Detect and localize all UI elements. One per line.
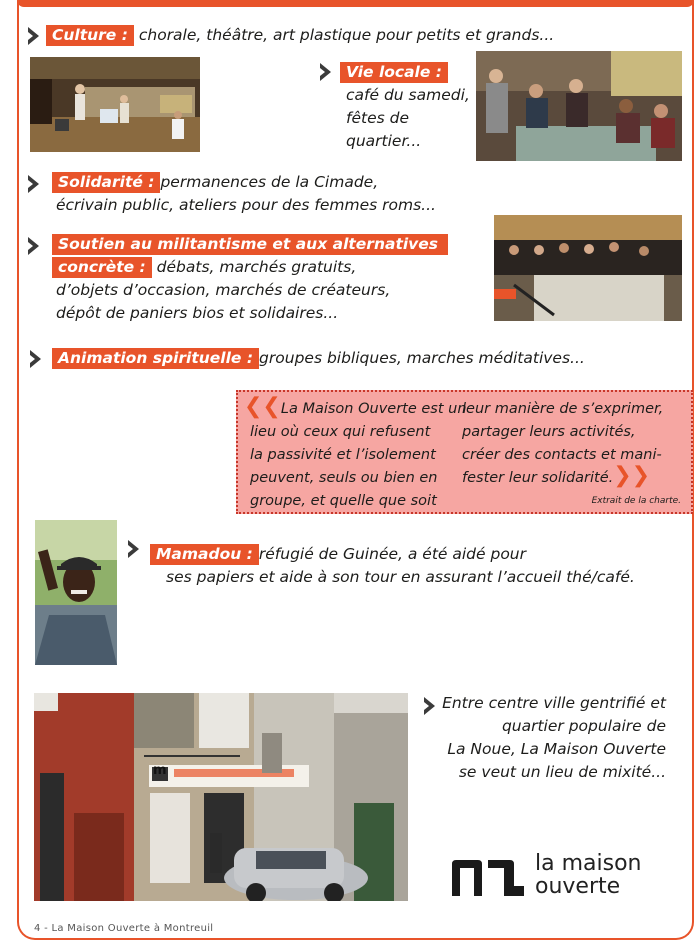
closing-line2: quartier populaire de	[501, 717, 666, 735]
closing-line3: La Noue, La Maison Ouverte	[447, 740, 666, 758]
cafe-photo	[476, 51, 682, 161]
arrow-icon	[28, 175, 39, 193]
arrow-icon	[28, 237, 39, 255]
soutien-line3: dépôt de paniers bios et solidaires...	[56, 304, 339, 322]
vie-locale-line2: fêtes de	[346, 109, 409, 127]
vie-locale-line3: quartier...	[346, 132, 422, 150]
debate-photo	[494, 215, 682, 321]
quote-line: groupe, et quelle que soit	[250, 493, 437, 509]
animation-text: groupes bibliques, marches méditatives...	[259, 349, 585, 367]
mamadou-tag: Mamadou :	[150, 544, 259, 565]
mamadou-line2: ses papiers et aide à son tour en assurant l’accueil thé/café.	[166, 568, 635, 586]
closing-line4: se veut un lieu de mixité...	[458, 763, 666, 781]
animation-line	[52, 347, 585, 370]
quote-line: peuvent, seuls ou bien en	[250, 470, 438, 486]
arrow-icon	[30, 350, 41, 368]
maison-ouverte-logo-icon	[448, 858, 528, 898]
closing-block	[420, 692, 666, 784]
theatre-photo	[30, 57, 200, 152]
quote-line: la passivité et l’isolement	[250, 447, 436, 463]
closing-line1: Entre centre ville gentrifié et	[442, 694, 666, 712]
vie-locale-block	[340, 61, 470, 153]
culture-line	[46, 24, 554, 47]
quote-line: créer des contacts et mani-	[462, 447, 662, 463]
quote-line: fester leur solidarité.	[462, 470, 614, 486]
soutien-tag-line1: Soutien au militantisme et aux alternatives	[52, 234, 448, 255]
soutien-block	[52, 233, 482, 325]
shop-banner-letter: m	[153, 763, 167, 778]
solidarite-block	[52, 171, 436, 217]
vie-locale-line1: café du samedi,	[346, 86, 470, 104]
arrow-icon	[320, 63, 331, 81]
animation-tag: Animation spirituelle :	[52, 348, 259, 369]
charter-quote-box	[236, 390, 693, 514]
soutien-line1: débats, marchés gratuits,	[156, 258, 357, 276]
culture-tag: Culture :	[46, 25, 134, 46]
open-quote-icon: ❮❮	[244, 394, 281, 419]
vie-locale-tag: Vie locale :	[340, 62, 448, 83]
street-photo	[34, 693, 408, 901]
quote-column-1	[244, 394, 467, 513]
quote-column-2	[462, 398, 690, 490]
mamadou-block	[150, 543, 635, 589]
solidarite-line1: permanences de la Cimade,	[160, 173, 379, 191]
page-footer: 4 - La Maison Ouverte à Montreuil	[34, 923, 214, 934]
arrow-icon	[28, 27, 39, 45]
solidarite-tag: Solidarité :	[52, 172, 160, 193]
culture-text: chorale, théâtre, art plastique pour petits et grands...	[138, 26, 555, 44]
logo-line1: la maison	[535, 851, 642, 876]
close-quote-icon: ❯❯	[613, 463, 651, 488]
quote-line: La Maison Ouverte est un	[280, 401, 467, 417]
arrow-icon	[128, 540, 139, 558]
solidarite-line2: écrivain public, ateliers pour des femmes roms...	[56, 196, 436, 214]
quote-source: Extrait de la charte.	[591, 496, 681, 506]
mamadou-line1: réfugié de Guinée, a été aidé pour	[258, 545, 526, 563]
logo-line2: ouverte	[535, 874, 621, 899]
soutien-line2: d’objets d’occasion, marchés de créateurs,	[56, 281, 391, 299]
logo-text	[535, 852, 641, 898]
quote-line: partager leurs activités,	[462, 424, 636, 440]
mamadou-photo	[35, 520, 117, 665]
quote-line: lieu où ceux qui refusent	[250, 424, 431, 440]
quote-line: leur manière de s’exprimer,	[462, 401, 664, 417]
soutien-tag-line2: concrète :	[52, 257, 152, 278]
